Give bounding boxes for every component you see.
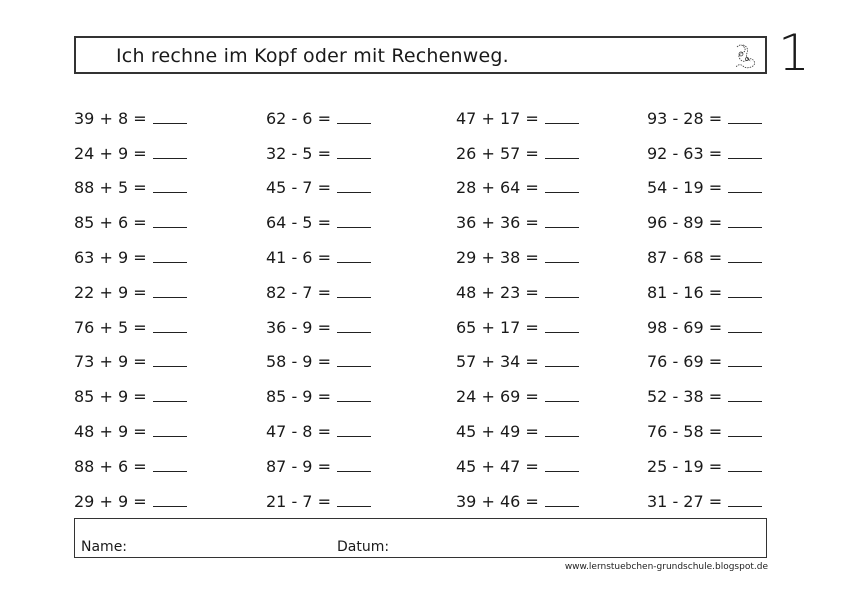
answer-blank[interactable] (153, 470, 187, 472)
task-expression: 88 + 6 = (74, 456, 147, 476)
answer-blank[interactable] (337, 261, 371, 263)
task-expression: 73 + 9 = (74, 352, 147, 372)
task-row (74, 337, 187, 372)
answer-blank[interactable] (728, 261, 762, 263)
task-expression: 29 + 38 = (456, 247, 539, 267)
answer-blank[interactable] (153, 261, 187, 263)
task-expression: 47 + 17 = (456, 108, 539, 128)
task-expression: 22 + 9 = (74, 282, 147, 302)
task-expression: 24 + 69 = (456, 387, 539, 407)
task-expression: 45 - 7 = (266, 178, 331, 198)
task-row (456, 476, 579, 511)
task-row (647, 371, 762, 406)
task-expression: 21 - 7 = (266, 491, 331, 511)
answer-blank[interactable] (545, 191, 579, 193)
task-row (266, 337, 371, 372)
task-expression: 45 + 49 = (456, 421, 539, 441)
answer-blank[interactable] (337, 122, 371, 124)
task-row (647, 267, 762, 302)
task-row (456, 441, 579, 476)
task-row (456, 406, 579, 441)
answer-blank[interactable] (337, 157, 371, 159)
task-expression: 39 + 8 = (74, 108, 147, 128)
task-row (266, 441, 371, 476)
task-expression: 85 + 9 = (74, 387, 147, 407)
answer-blank[interactable] (337, 435, 371, 437)
task-row (266, 371, 371, 406)
date-label: Datum: (337, 539, 390, 555)
task-row (74, 232, 187, 267)
task-expression: 47 - 8 = (266, 421, 331, 441)
task-expression: 48 + 9 = (74, 421, 147, 441)
task-expression: 76 - 58 = (647, 421, 723, 441)
task-row (266, 476, 371, 511)
task-expression: 88 + 5 = (74, 178, 147, 198)
answer-blank[interactable] (153, 400, 187, 402)
answer-blank[interactable] (153, 157, 187, 159)
task-row (456, 232, 579, 267)
doodle-icon (729, 41, 759, 71)
task-row (456, 267, 579, 302)
answer-blank[interactable] (728, 296, 762, 298)
task-expression: 52 - 38 = (647, 387, 723, 407)
task-row (647, 128, 762, 163)
answer-blank[interactable] (153, 226, 187, 228)
task-expression: 85 - 9 = (266, 387, 331, 407)
answer-blank[interactable] (153, 191, 187, 193)
task-row (266, 232, 371, 267)
answer-blank[interactable] (728, 435, 762, 437)
answer-blank[interactable] (545, 331, 579, 333)
worksheet-title: Ich rechne im Kopf oder mit Rechenweg. (116, 45, 509, 67)
answer-blank[interactable] (728, 226, 762, 228)
task-row (266, 93, 371, 128)
task-row (74, 441, 187, 476)
task-row (456, 337, 579, 372)
task-expression: 76 - 69 = (647, 352, 723, 372)
answer-blank[interactable] (153, 435, 187, 437)
task-row (74, 476, 187, 511)
answer-blank[interactable] (728, 505, 762, 507)
task-expression: 93 - 28 = (647, 108, 723, 128)
task-expression: 82 - 7 = (266, 282, 331, 302)
task-row (456, 302, 579, 337)
task-expression: 54 - 19 = (647, 178, 723, 198)
answer-blank[interactable] (728, 400, 762, 402)
answer-blank[interactable] (337, 505, 371, 507)
answer-blank[interactable] (153, 296, 187, 298)
task-row (647, 441, 762, 476)
task-expression: 76 + 5 = (74, 317, 147, 337)
task-row (647, 406, 762, 441)
task-expression: 25 - 19 = (647, 456, 723, 476)
task-expression: 87 - 68 = (647, 247, 723, 267)
task-expression: 26 + 57 = (456, 143, 539, 163)
answer-blank[interactable] (153, 331, 187, 333)
answer-blank[interactable] (545, 470, 579, 472)
task-row (647, 337, 762, 372)
task-row (266, 406, 371, 441)
task-expression: 57 + 34 = (456, 352, 539, 372)
task-row (647, 232, 762, 267)
task-row (647, 476, 762, 511)
sheet-number: 1 (778, 24, 810, 82)
answer-blank[interactable] (545, 400, 579, 402)
task-row (74, 406, 187, 441)
title-box (74, 36, 767, 74)
task-row (266, 267, 371, 302)
answer-blank[interactable] (337, 226, 371, 228)
task-expression: 36 - 9 = (266, 317, 331, 337)
task-expression: 65 + 17 = (456, 317, 539, 337)
task-row (74, 267, 187, 302)
task-row (647, 163, 762, 198)
answer-blank[interactable] (337, 296, 371, 298)
task-row (456, 371, 579, 406)
answer-blank[interactable] (728, 365, 762, 367)
answer-blank[interactable] (545, 122, 579, 124)
source-url: www.lernstuebchen-grundschule.blogspot.de (564, 562, 768, 572)
task-column-1 (74, 93, 187, 511)
task-expression: 31 - 27 = (647, 491, 723, 511)
task-expression: 41 - 6 = (266, 247, 331, 267)
answer-blank[interactable] (153, 365, 187, 367)
answer-blank[interactable] (337, 400, 371, 402)
answer-blank[interactable] (337, 365, 371, 367)
task-row (74, 163, 187, 198)
task-expression: 36 + 36 = (456, 213, 539, 233)
task-expression: 28 + 64 = (456, 178, 539, 198)
task-expression: 32 - 5 = (266, 143, 331, 163)
task-expression: 98 - 69 = (647, 317, 723, 337)
task-row (266, 302, 371, 337)
task-expression: 96 - 89 = (647, 213, 723, 233)
task-row (647, 197, 762, 232)
task-row (456, 128, 579, 163)
answer-blank[interactable] (545, 261, 579, 263)
answer-blank[interactable] (545, 365, 579, 367)
answer-blank[interactable] (153, 505, 187, 507)
task-expression: 45 + 47 = (456, 456, 539, 476)
task-expression: 58 - 9 = (266, 352, 331, 372)
answer-blank[interactable] (728, 331, 762, 333)
task-row (266, 163, 371, 198)
task-row (74, 93, 187, 128)
task-row (647, 302, 762, 337)
task-row (74, 371, 187, 406)
task-expression: 64 - 5 = (266, 213, 331, 233)
answer-blank[interactable] (728, 122, 762, 124)
task-expression: 87 - 9 = (266, 456, 331, 476)
answer-blank[interactable] (728, 191, 762, 193)
answer-blank[interactable] (545, 226, 579, 228)
task-expression: 39 + 46 = (456, 491, 539, 511)
task-row (647, 93, 762, 128)
task-expression: 63 + 9 = (74, 247, 147, 267)
answer-blank[interactable] (153, 122, 187, 124)
task-column-2 (266, 93, 371, 511)
answer-blank[interactable] (337, 191, 371, 193)
answer-blank[interactable] (545, 435, 579, 437)
answer-blank[interactable] (545, 296, 579, 298)
footer-box (74, 518, 767, 558)
name-label: Name: (81, 539, 128, 555)
task-row (74, 302, 187, 337)
task-expression: 48 + 23 = (456, 282, 539, 302)
task-row (74, 197, 187, 232)
task-expression: 81 - 16 = (647, 282, 723, 302)
task-row (74, 128, 187, 163)
answer-blank[interactable] (337, 331, 371, 333)
task-column-4 (647, 93, 762, 511)
answer-blank[interactable] (728, 470, 762, 472)
task-row (456, 93, 579, 128)
task-expression: 29 + 9 = (74, 491, 147, 511)
task-expression: 62 - 6 = (266, 108, 331, 128)
task-expression: 24 + 9 = (74, 143, 147, 163)
answer-blank[interactable] (337, 470, 371, 472)
task-row (456, 163, 579, 198)
task-row (266, 197, 371, 232)
task-row (266, 128, 371, 163)
answer-blank[interactable] (545, 157, 579, 159)
answer-blank[interactable] (545, 505, 579, 507)
answer-blank[interactable] (728, 157, 762, 159)
task-expression: 92 - 63 = (647, 143, 723, 163)
task-expression: 85 + 6 = (74, 213, 147, 233)
task-column-3 (456, 93, 579, 511)
task-row (456, 197, 579, 232)
